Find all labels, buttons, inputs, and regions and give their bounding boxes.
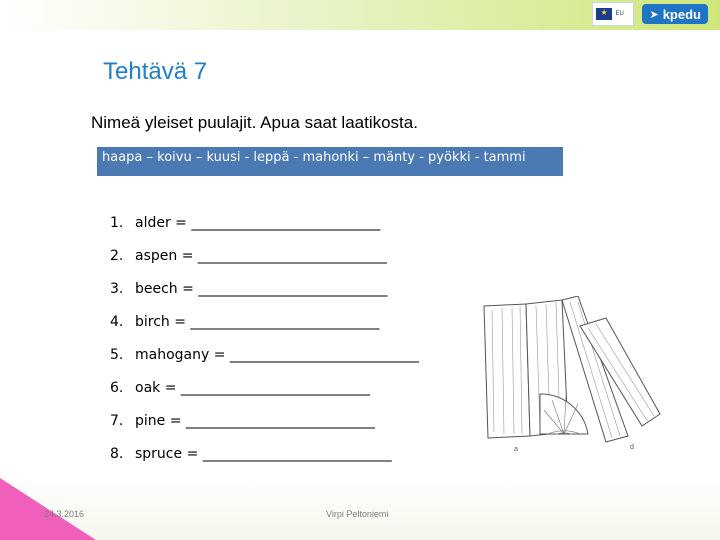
logo-area — [592, 2, 708, 26]
item-number: 1. — [110, 215, 124, 231]
exercise-item — [110, 445, 419, 478]
footer-band — [0, 476, 720, 540]
item-number: 6. — [110, 380, 124, 396]
illustration-label-d: d — [630, 444, 634, 451]
exercise-item — [110, 346, 419, 379]
item-number: 5. — [110, 347, 124, 363]
slide-title: Tehtävä 7 — [103, 58, 208, 85]
item-number: 4. — [110, 314, 124, 330]
item-text: pine = ___________________________ — [135, 413, 375, 429]
footer-date: 24.3.2016 — [44, 509, 85, 519]
exercise-item — [110, 412, 419, 445]
eu-logo — [592, 2, 634, 26]
kpedu-mark-icon: ➤ — [649, 8, 659, 21]
eu-flag-icon — [596, 8, 612, 20]
item-number: 8. — [110, 446, 124, 462]
item-text: spruce = ___________________________ — [135, 446, 392, 462]
word-hint-box: haapa – koivu – kuusi - leppä - mahonki – mänty - pyökki - tammi — [97, 147, 563, 176]
item-text: alder = ___________________________ — [135, 215, 381, 231]
exercise-item — [110, 214, 419, 247]
item-text: aspen = ___________________________ — [135, 248, 387, 264]
eu-logo-text: EU — [615, 11, 624, 17]
kpedu-logo — [642, 4, 708, 24]
item-text: oak = ___________________________ — [135, 380, 370, 396]
illustration-label-a: a — [514, 446, 518, 453]
exercise-item — [110, 280, 419, 313]
exercise-item — [110, 247, 419, 280]
timber-illustration — [478, 296, 668, 456]
exercise-item — [110, 313, 419, 346]
kpedu-logo-text: kpedu — [662, 6, 701, 22]
item-text: mahogany = ___________________________ — [135, 347, 419, 363]
instruction-text: Nimeä yleiset puulajit. Apua saat laatikosta. — [91, 113, 418, 132]
exercise-item — [110, 379, 419, 412]
item-text: birch = ___________________________ — [135, 314, 380, 330]
exercise-list — [110, 214, 419, 478]
item-text: beech = ___________________________ — [135, 281, 388, 297]
footer-author: Virpi Peltoniemi — [326, 509, 389, 519]
item-number: 2. — [110, 248, 124, 264]
item-number: 7. — [110, 413, 124, 429]
item-number: 3. — [110, 281, 124, 297]
